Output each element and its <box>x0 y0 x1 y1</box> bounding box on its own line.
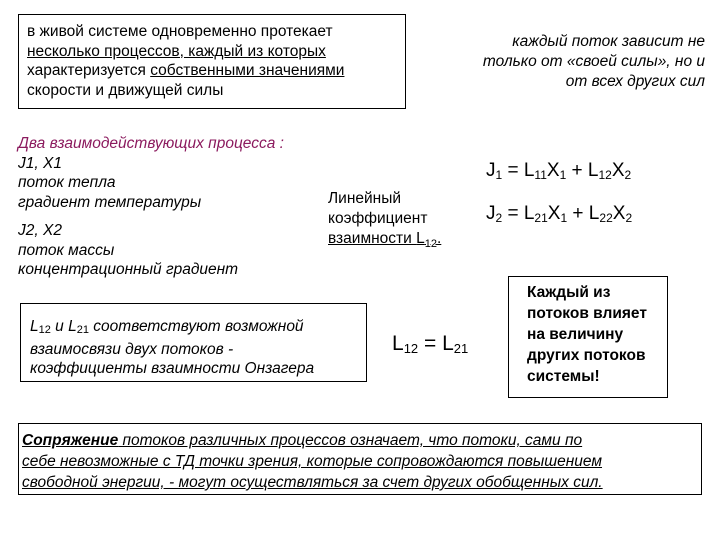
onsager-l12-sub: 12 <box>38 324 51 336</box>
each-flow-influence-box <box>508 276 668 398</box>
linear-coef-word: взаимности <box>328 230 417 247</box>
eq2-l22-sub: 22 <box>599 211 613 225</box>
eq2-j-sub: 2 <box>495 211 503 225</box>
eq2-equals-l: = L <box>502 203 535 224</box>
dependency-line-3: от всех других сил <box>565 73 705 90</box>
eq1-equals-l: = L <box>502 160 535 181</box>
living-system-line-1: в живой системе одновременно протекает <box>27 23 333 40</box>
each-flow-line-2: потоков влияет <box>527 305 647 322</box>
process2-symbols: J2, X2 <box>18 222 62 239</box>
eq2-j: J <box>486 203 496 224</box>
each-flow-line-4: других потоков <box>527 347 646 364</box>
living-system-own-values: собственными значениями <box>150 62 345 79</box>
eq1-x1: X <box>546 160 560 181</box>
linear-coef-sub: 12 <box>424 238 437 251</box>
eq1-j-sub: 1 <box>495 168 503 182</box>
eq2-plus-l: + L <box>567 203 600 224</box>
eq1-l12-sub: 12 <box>598 168 612 182</box>
eq1-x2-sub: 2 <box>624 168 632 182</box>
eq2-x2: X <box>612 203 626 224</box>
linear-coef-symbol: L <box>416 230 425 247</box>
linear-coef-reciprocity <box>328 230 442 251</box>
eq2-x1-sub: 1 <box>560 211 568 225</box>
coupling-line-1 <box>22 430 701 451</box>
linear-coef-line-1: Линейный <box>328 190 402 207</box>
onsager-coefficients-box <box>20 303 367 382</box>
eq1-j: J <box>486 160 496 181</box>
onsager-l12: L <box>30 318 39 335</box>
linear-coefficient-label <box>328 189 441 254</box>
recip-l12-sub: 12 <box>403 341 419 356</box>
living-system-line-2 <box>27 42 405 62</box>
two-processes-block <box>18 134 284 280</box>
equation-j1 <box>486 160 631 182</box>
recip-l21-sub: 21 <box>453 341 469 356</box>
onsager-and: и <box>50 318 69 335</box>
coupling-term: Сопряжение <box>22 432 119 449</box>
coupling-line-3: свободной энергии, - могут осуществляться за счет других обобщенных сил. <box>22 474 603 491</box>
process1-flow: поток тепла <box>18 174 116 191</box>
onsager-line-2: взаимосвязи двух потоков - <box>30 341 234 358</box>
eq1-x1-sub: 1 <box>559 168 567 182</box>
living-system-characterized: характеризуется <box>27 62 151 79</box>
each-flow-line-5: системы! <box>527 368 600 385</box>
linear-coef-dot: . <box>436 230 442 247</box>
process1-force: градиент температуры <box>18 193 202 211</box>
coupling-definition-box <box>18 423 702 495</box>
living-system-box <box>18 14 406 109</box>
coupling-line-1-rest: потоков различных процессов означает, что потоки, сами по <box>118 432 583 449</box>
living-system-line-3 <box>27 61 405 81</box>
reciprocity-equation <box>392 332 468 356</box>
process2-force: концентрационный градиент <box>18 261 239 278</box>
living-system-line-4: скорости и движущей силы <box>27 81 224 99</box>
eq1-l11-sub: 11 <box>534 168 547 182</box>
recip-l12: L <box>392 332 404 355</box>
linear-coef-line-2: коэффициент <box>328 210 428 227</box>
eq2-x2-sub: 2 <box>625 211 633 225</box>
process2-flow: поток массы <box>18 241 115 259</box>
linear-coef-line-3 <box>328 229 441 254</box>
eq1-plus-l: + L <box>566 160 599 181</box>
each-flow-line-1: Каждый из <box>527 284 611 301</box>
two-processes-heading: Два взаимодействующих процесса : <box>18 135 284 152</box>
eq2-x1: X <box>547 203 561 224</box>
flow-dependency-text <box>440 32 705 92</box>
living-system-processes: несколько процессов, каждый из которых <box>27 42 326 60</box>
eq1-x2: X <box>611 160 625 181</box>
process-gap <box>18 212 284 221</box>
process1-symbols: J1, X1 <box>18 154 62 172</box>
dependency-line-2: только от «своей силы», но и <box>482 53 705 70</box>
dependency-line-1: каждый поток зависит не <box>512 33 705 50</box>
onsager-line-3: коэффициенты взаимности Онзагера <box>30 360 315 377</box>
onsager-correspond: соответствуют возможной <box>88 318 304 335</box>
onsager-line-1 <box>30 317 366 340</box>
onsager-l21: L <box>68 318 77 335</box>
onsager-l21-sub: 21 <box>76 324 89 336</box>
eq2-l21-sub: 21 <box>534 211 548 225</box>
each-flow-line-3: на величину <box>527 326 624 343</box>
equation-j2 <box>486 203 632 225</box>
coupling-line-2: себе невозможные с ТД точки зрения, которые сопровождаются повышением <box>22 453 603 470</box>
recip-equals-l: = L <box>418 332 454 355</box>
